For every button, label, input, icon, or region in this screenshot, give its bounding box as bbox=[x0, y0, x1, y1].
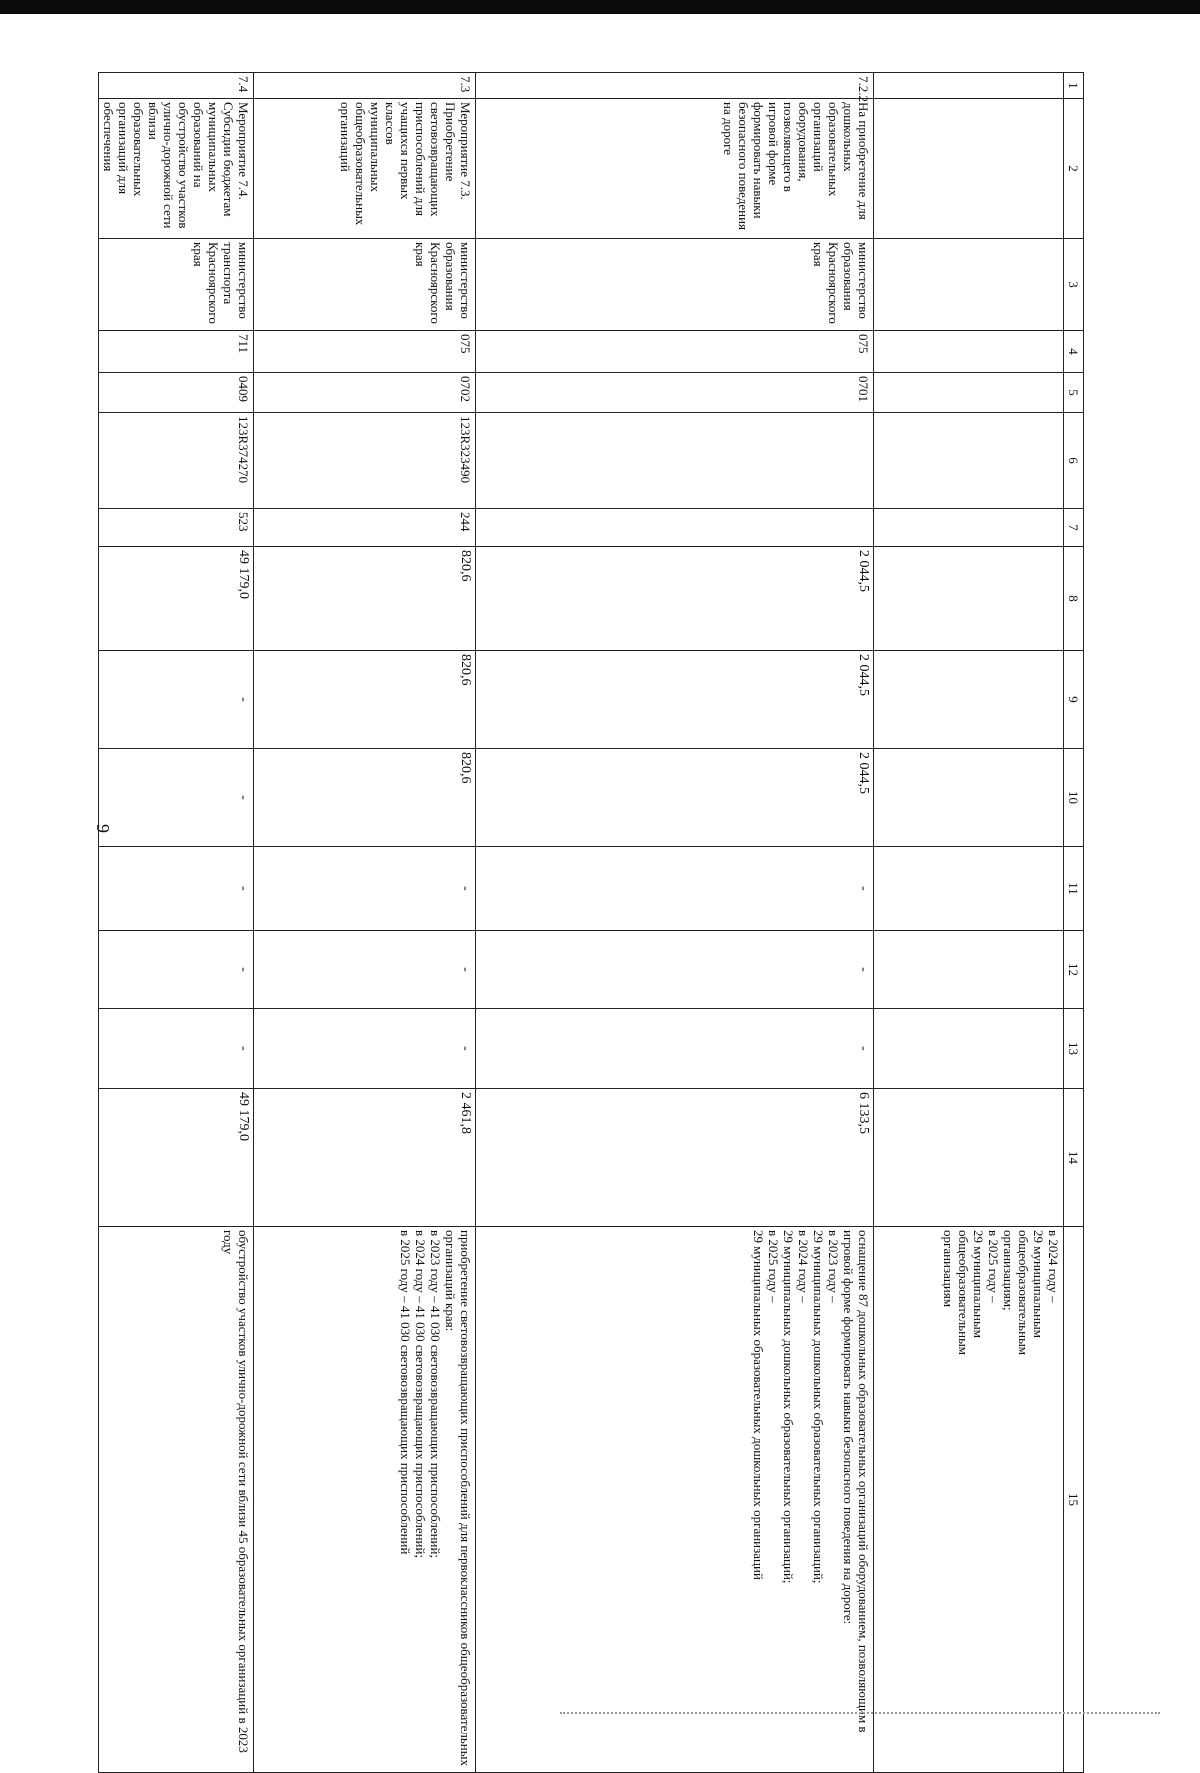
col-header: 3 bbox=[1064, 239, 1084, 331]
cell-col-15: оснащение 87 дошкольных образовательных организаций оборудованием, позволяющим в игровой форме формировать навыки безопасного поведения на дороге: в 2023 году – 29 муниципальных дошкольных образовательных организаций; в 2024 году – 29 муниципальных дошкольных образовательных организаций; в 2025 году – 29 муниципальных образовательных дошкольных организаций bbox=[476, 1227, 874, 1773]
cell-col-7 bbox=[874, 509, 1064, 547]
cell-col-9: 820,6 bbox=[254, 651, 476, 749]
cell-col-2: Мероприятие 7.3. Приобретение световозвращающих приспособлений для учащихся первых классов муниципальных общеобразовательных организаций bbox=[254, 99, 476, 239]
col-header: 15 bbox=[1064, 1227, 1084, 1773]
cell-col-12 bbox=[874, 931, 1064, 1009]
cell-col-3: министерство образования Красноярского края bbox=[476, 239, 874, 331]
cell-col-9 bbox=[874, 651, 1064, 749]
cell-col-3: министерство транспорта Красноярского края bbox=[99, 239, 254, 331]
cell-col-12: - bbox=[476, 931, 874, 1009]
cell-col-6 bbox=[476, 413, 874, 509]
col-header: 9 bbox=[1064, 651, 1084, 749]
col-header: 8 bbox=[1064, 547, 1084, 651]
cell-col-13: - bbox=[254, 1009, 476, 1089]
cell-col-6: 123R374270 bbox=[99, 413, 254, 509]
cell-col-12: - bbox=[254, 931, 476, 1009]
cell-col-8: 2 044,5 bbox=[476, 547, 874, 651]
cell-col-5 bbox=[874, 373, 1064, 413]
table-row bbox=[476, 73, 874, 1773]
cell-col-7: 523 bbox=[99, 509, 254, 547]
col-header: 11 bbox=[1064, 847, 1084, 931]
cell-col-7: 244 bbox=[254, 509, 476, 547]
scan-top-border bbox=[0, 0, 1200, 14]
cell-col-10: - bbox=[99, 749, 254, 847]
cell-col-1: 7.4 bbox=[99, 73, 254, 99]
col-header: 4 bbox=[1064, 331, 1084, 373]
cell-col-14: 2 461,8 bbox=[254, 1089, 476, 1227]
cell-col-11: - bbox=[254, 847, 476, 931]
cell-col-5: 0702 bbox=[254, 373, 476, 413]
col-header: 13 bbox=[1064, 1009, 1084, 1089]
cell-col-10: 2 044,5 bbox=[476, 749, 874, 847]
cell-col-7 bbox=[476, 509, 874, 547]
cell-col-2: На приобретение для дошкольных образовательных организаций оборудования, позволяющего в игровой форме формировать навыки безопасного поведения на дороге bbox=[476, 99, 874, 239]
col-header: 6 bbox=[1064, 413, 1084, 509]
page-number: 9 bbox=[93, 824, 113, 833]
cell-col-8: 820,6 bbox=[254, 547, 476, 651]
col-header: 5 bbox=[1064, 373, 1084, 413]
col-header: 12 bbox=[1064, 931, 1084, 1009]
table-row bbox=[874, 73, 1064, 1773]
cell-col-2: Мероприятие 7.4. Субсидии бюджетам муниципальных образований на обустройство участков улично-дорожной сети вблизи образовательных организаций для обеспечения bbox=[99, 99, 254, 239]
cell-col-6: 123R323490 bbox=[254, 413, 476, 509]
cell-col-8: 49 179,0 bbox=[99, 547, 254, 651]
cell-col-14: 49 179,0 bbox=[99, 1089, 254, 1227]
cell-col-4: 711 bbox=[99, 331, 254, 373]
scan-bottom-marks bbox=[560, 1712, 1160, 1717]
cell-col-11: - bbox=[99, 847, 254, 931]
cell-col-6 bbox=[874, 413, 1064, 509]
cell-col-13: - bbox=[99, 1009, 254, 1089]
cell-col-4: 075 bbox=[476, 331, 874, 373]
budget-table bbox=[98, 72, 1084, 1773]
cell-col-3 bbox=[874, 239, 1064, 331]
cell-col-12: - bbox=[99, 931, 254, 1009]
cell-col-9: 2 044,5 bbox=[476, 651, 874, 749]
cell-col-9: - bbox=[99, 651, 254, 749]
cell-col-13 bbox=[874, 1009, 1064, 1089]
col-header: 7 bbox=[1064, 509, 1084, 547]
col-header: 1 bbox=[1064, 73, 1084, 99]
cell-col-11 bbox=[874, 847, 1064, 931]
col-header: 2 bbox=[1064, 99, 1084, 239]
rotated-table-wrapper bbox=[101, 72, 1084, 1766]
cell-col-10: 820,6 bbox=[254, 749, 476, 847]
cell-col-5: 0409 bbox=[99, 373, 254, 413]
cell-col-4: 075 bbox=[254, 331, 476, 373]
cell-col-14 bbox=[874, 1089, 1064, 1227]
cell-col-2 bbox=[874, 99, 1064, 239]
table-body bbox=[99, 73, 1064, 1773]
cell-col-15: приобретение световозвращающих приспособлений для первоклассников общеобразовательных организаций края: в 2023 году – 41 030 световозвращающих приспособлений; в 2024 году – 41 030 световозвращающих приспособлений; в 2025 году – 41 030 световозвращающих приспособлений bbox=[254, 1227, 476, 1773]
col-header: 14 bbox=[1064, 1089, 1084, 1227]
cell-col-4 bbox=[874, 331, 1064, 373]
cell-col-15: в 2024 году – 29 муниципальным общеобразовательным организациям; в 2025 году – 29 муниципальным общеобразовательным организациям bbox=[874, 1227, 1064, 1773]
cell-col-11: - bbox=[476, 847, 874, 931]
cell-col-1: 7.2.2 bbox=[476, 73, 874, 99]
cell-col-3: министерство образования Красноярского края bbox=[254, 239, 476, 331]
cell-col-1 bbox=[874, 73, 1064, 99]
cell-col-5: 0701 bbox=[476, 373, 874, 413]
cell-col-10 bbox=[874, 749, 1064, 847]
col-header: 10 bbox=[1064, 749, 1084, 847]
cell-col-1: 7.3 bbox=[254, 73, 476, 99]
cell-col-13: - bbox=[476, 1009, 874, 1089]
cell-col-14: 6 133,5 bbox=[476, 1089, 874, 1227]
cell-col-8 bbox=[874, 547, 1064, 651]
cell-col-15: обустройство участков улично-дорожной сети вблизи 45 образовательных организаций в 2023 году bbox=[99, 1227, 254, 1773]
header-row bbox=[1064, 73, 1084, 1773]
table-row bbox=[99, 73, 254, 1773]
table-row bbox=[254, 73, 476, 1773]
